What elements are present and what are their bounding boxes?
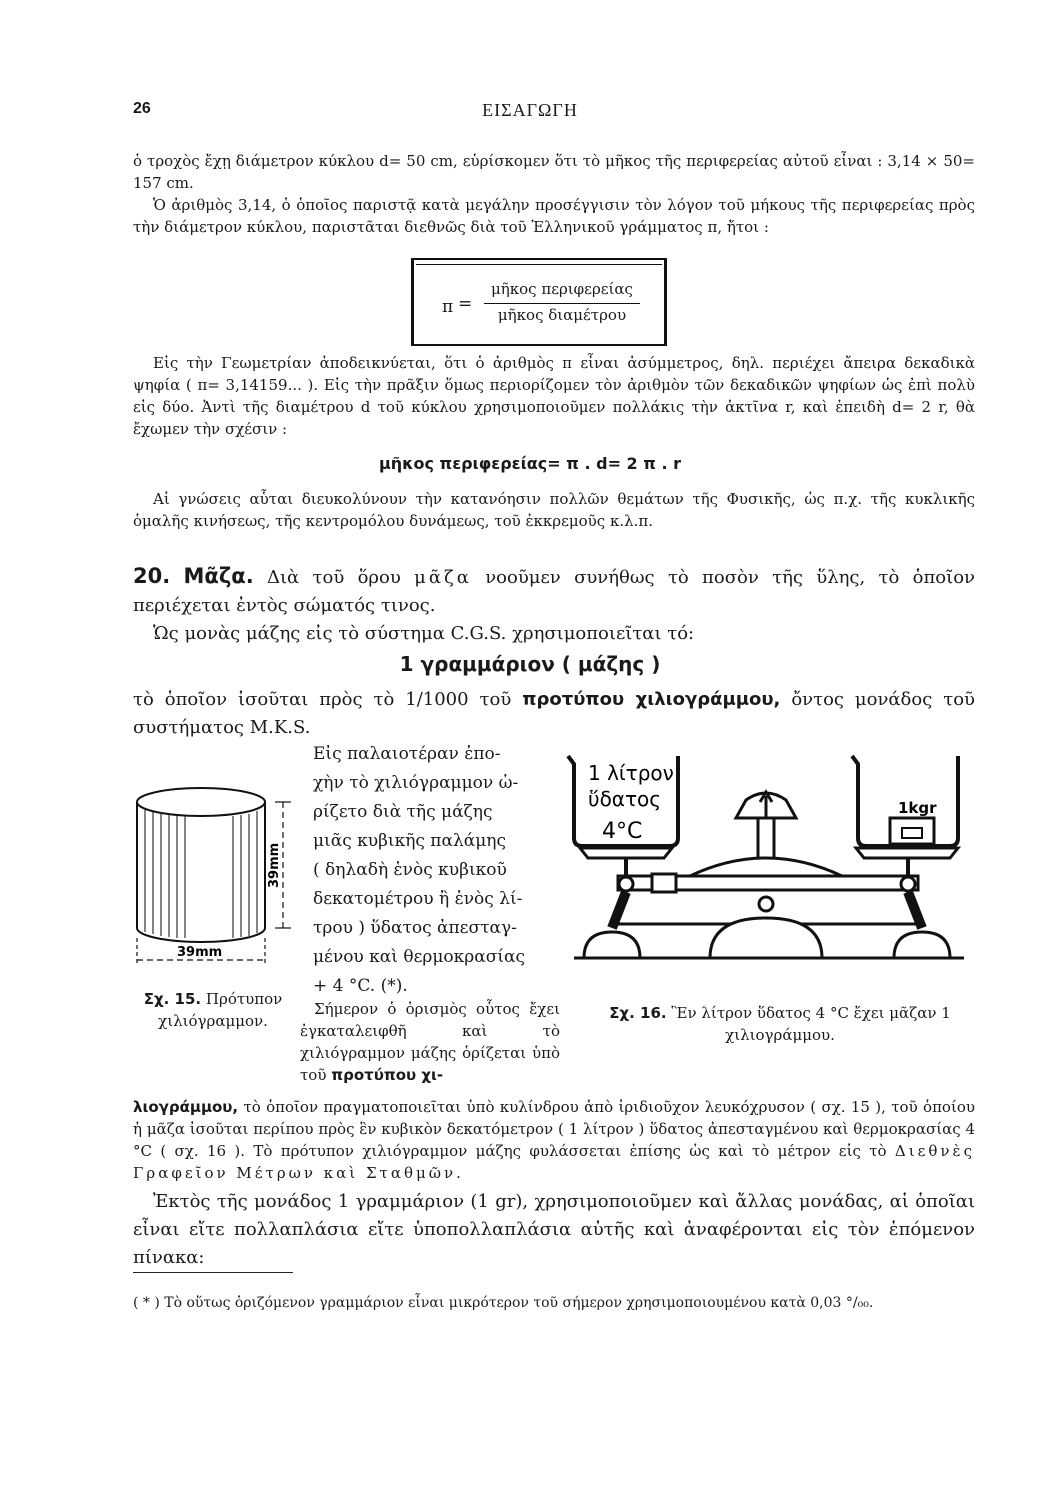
footnote-divider — [133, 1272, 293, 1273]
width-dimension-label: 39mm — [177, 945, 223, 960]
page-header-title: ΕΙΣΑΓΩΓΗ — [482, 100, 578, 120]
beaker-label-water: ὕδατος — [588, 787, 662, 811]
figure-15-caption: Σχ. 15. Πρότυπον χιλιόγραμμον. — [143, 990, 283, 1030]
old-definition-text: Εἰς παλαιοτέραν ἐπο- χὴν τὸ χιλιόγραμμον ὡ- ρίζετο διὰ τῆς μάζης μιᾶς κυβικῆς παλάμης ( δηλαδὴ ἑνὸς κυβικοῦ δεκατομέτρου ἢ ἑνὸς λί- τρου ) ὕδατος ἀπεσταγ- μένου καὶ θερμοκρασίας + 4 °C. (*). — [313, 744, 526, 996]
geometry-paragraph: Εἰς τὴν Γεωμετρίαν ἀποδεικνύεται, ὅτι ὁ ἀριθμὸς π εἶναι ἀσύμμετρος, δηλ. περιέχει ἄπειρα δεκαδικὰ ψηφία ( π= 3,14159... ). Εἰς τὴν πρᾶξιν ὅμως περιορίζομεν τὸν ἀριθμὸν τῶν δεκαδικῶν ψηφίων ὡς ἐπὶ πολὺ εἰς δύο. Ἀντὶ τῆς διαμέτρου d τοῦ κύκλου χρησιμοποιοῦμεν πολλάκις τὴν ἀκτῖνα r, καὶ ἐπειδὴ d= 2 r, θὰ ἔχωμεν τὴν σχέσιν : — [133, 354, 975, 438]
kilogram-relation: τὸ ὁποῖον ἰσοῦται πρὸς τὸ 1/1000 τοῦ προτύπου χιλιογράμμου, ὄντος μονάδος τοῦ συστήματος M.K.S. — [133, 689, 975, 738]
prototype-paragraph: λιογράμμου, τὸ ὁποῖον πραγματοποιεῖται ὑπὸ κυλίνδρου ἀπὸ ἰριδιοῦχον λευκόχρυσον ( σχ. 15 ), τοῦ ὁποίου ἡ μᾶζα ἰσοῦται περίπου πρὸς ἓν κυβικὸν δεκατόμετρον ( 1 λίτρον ) ὕδατος ἀπεσταγμένου καὶ θερμοκρασίας 4 °C ( σχ. 16 ). Τὸ πρότυπον χιλιόγραμμον μάζης φυλάσσεται ἐπίσης ὡς καὶ τὸ μέτρον εἰς τὸ Διεθνὲς Γραφεῖον Μέτρων καὶ Σταθμῶν. — [133, 1098, 975, 1182]
page-number: 26 — [133, 100, 151, 117]
intro-paragraph-1: ὁ τροχὸς ἔχῃ διάμετρον κύκλου d= 50 cm, εὑρίσκομεν ὅτι τὸ μῆκος τῆς περιφερείας αὐτοῦ εἶναι : 3,14 × 50= 157 cm. — [133, 152, 975, 192]
section-number: 20. — [133, 564, 171, 588]
unit-line: Ὡς μονὰς μάζης εἰς τὸ σύστημα C.G.S. χρησιμοποιεῖται τό: — [153, 623, 695, 644]
beaker-label-temp: 4°C — [602, 819, 643, 844]
height-dimension-label: 39mm — [267, 842, 282, 888]
gram-unit-heading: 1 γραμμάριον ( μάζης ) — [399, 652, 661, 676]
beaker-label-liter: 1 λίτρον — [588, 761, 674, 785]
figure-15-cylinder — [133, 770, 298, 980]
book-page: 26 ΕΙΣΑΓΩΓΗ ὁ τροχὸς ἔχῃ διάμετρον κύκλου d= 50 cm, εὑρίσκομεν ὅτι τὸ μῆκος τῆς περιφερείας αὐτοῦ εἶναι : 3,14 × 50= 157 cm. Ὁ ἀριθμὸς 3,14, ὁ ὁποῖος παριστᾷ κατὰ μεγάλην προσέγγισιν τὸν λόγον τοῦ μήκους τῆς περιφερείας πρὸς τὴν διάμετρον κύκλου, παριστᾶται διεθνῶς διὰ τοῦ Ἑλληνικοῦ γράμματος π, ἤτοι : π = μῆκος περιφερείας μῆκος διαμέτρου Εἰς τὴν Γεωμετρίαν ἀποδεικνύεται, ὅτι ὁ ἀριθμὸς π εἶναι ἀσύμμετρος, δηλ. περιέχει ἄπειρα δεκαδικὰ ψηφία ( π= 3,14159... ). Εἰς τὴν πρᾶξιν ὅμως περιορίζομεν τὸν ἀριθμὸν τῶν δεκαδικῶν ψηφίων ὡς ἐπὶ πολὺ εἰς δύο. Ἀντὶ τῆς διαμέτρου d τοῦ κύκλου χρησιμοποιοῦμεν πολλάκις τὴν ἀκτῖνα r, καὶ ἐπειδὴ d= 2 r, θὰ ἔχωμεν τὴν σχέσιν : μῆκος περιφερείας= π . d= 2 π . r Αἱ γνώσεις αὗται διευκολύνουν τὴν κατανόησιν πολλῶν θεμάτων τῆς Φυσικῆς, ὡς π.χ. τῆς κυκλικῆς ὁμαλῆς κινήσεως, τῆς κεντρομόλου δυνάμεως, τοῦ ἐκκρεμοῦς κ.λ.π. 20. Μᾶζα. Διὰ τοῦ ὅρου μᾶζα νοοῦμεν συνήθως τὸ ποσὸν τῆς ὕλης, τὸ ὁποῖον περιέχεται ἐντὸς σώματός τινος. Ὡς μονὰς μάζης εἰς τὸ σύστημα C.G.S. χρησιμοποιεῖται τό: 1 γραμμάριον ( μάζης ) τὸ ὁποῖον ἰσοῦται πρὸς τὸ 1/1000 τοῦ προτύπου χιλιογράμμου, ὄντος μονάδος τοῦ συστήματος M.K.S. 39mm 39mm Εἰς παλαιοτέραν ἐπο- χὴν τὸ χιλιόγραμμον ὡ- ρίζετο διὰ τῆς μάζης μιᾶς κυβικῆς παλάμης ( δηλαδὴ ἑνὸς κυβικοῦ δεκατομέτρου ἢ ἑνὸς λί- τρου ) ὕδατος ἀπεσταγ- μένου καὶ θερμοκρασίας + 4 °C. (*). Σχ. 15. Πρότυπον χιλιόγραμμον. Σήμερον ὁ ὁρισμὸς οὗτος ἔχει ἐγκαταλειφθῆ καὶ τὸ χιλιόγραμμον μάζης ὁρίζεται ὑπὸ τοῦ προτύπου χι- 1 λίτρον ὕδατος 4°C 1kgr Σχ. 16. Ἓν λίτρον ὕδατος 4 °C ἔχει μᾶζαν 1 χιλιογράμμου. λιογράμμου, τὸ ὁποῖον πραγματοποιεῖται ὑπὸ κυλίνδρου ἀπὸ ἰριδιοῦχον λευκόχρυσον ( σχ. 15 ), τοῦ ὁποίου ἡ μᾶζα ἰσοῦται περίπου πρὸς ἓν κυβικὸν δεκατόμετρον ( 1 λίτρον ) ὕδατος ἀπεσταγμένου καὶ θερμοκρασίας 4 °C ( σχ. 16 ). Τὸ πρότυπον χιλιόγραμμον μάζης φυλάσσεται ἐπίσης ὡς καὶ τὸ μέτρον εἰς τὸ Διεθνὲς Γραφεῖον Μέτρων καὶ Σταθμῶν. Ἐκτὸς τῆς μονάδος 1 γραμμάριον (1 gr), χρησιμοποιοῦμεν καὶ ἄλλας μονάδας, αἱ ὁποῖαι εἶναι εἴτε πολλαπλάσια εἴτε ὑποπολλαπλάσια αὐτῆς καὶ ἀναφέρονται εἰς τὸν ἑπόμενον πίνακα: ( * ) Τὸ οὕτως ὁριζόμενον γραμμάριον εἶναι μικρότερον τοῦ σήμερον χρησιμοποιουμένου κατὰ 0,03 °/₀₀. — [0, 0, 1060, 1500]
formula-numerator: μῆκος περιφερείας — [491, 280, 633, 298]
weight-label: 1kgr — [898, 799, 937, 817]
mass-section-intro: 20. Μᾶζα. Διὰ τοῦ ὅρου μᾶζα νοοῦμεν συνήθως τὸ ποσὸν τῆς ὕλης, τὸ ὁποῖον περιέχεται ἐντὸς σώματός τινος. — [133, 564, 975, 616]
pi-symbol: π — [442, 297, 454, 317]
footnote: ( * ) Τὸ οὕτως ὁριζόμενον γραμμάριον εἶναι μικρότερον τοῦ σήμερον χρησιμοποιουμένου κατὰ 0,03 °/₀₀. — [133, 1295, 874, 1311]
figure-16-balance — [560, 748, 980, 998]
figure-16-caption: Σχ. 16. Ἓν λίτρον ὕδατος 4 °C ἔχει μᾶζαν 1 χιλιογράμμου. — [609, 1004, 951, 1044]
mass-term: μᾶζα — [414, 567, 472, 588]
formula-denominator: μῆκος διαμέτρου — [497, 306, 627, 324]
formula-equals: = — [458, 294, 473, 314]
circumference-equation: μῆκος περιφερείας= π . d= 2 π . r — [378, 454, 682, 473]
international-bureau: Διεθνὲς Γραφεῖον Μέτρων καὶ Σταθμῶν. — [133, 1142, 975, 1182]
section-title: Μᾶζα. — [183, 564, 254, 588]
other-units-paragraph: Ἐκτὸς τῆς μονάδος 1 γραμμάριον (1 gr), χρησιμοποιοῦμεν καὶ ἄλλας μονάδας, αἱ ὁποῖαι εἶναι εἴτε πολλαπλάσια εἴτε ὑποπολλαπλάσια αὐτῆς καὶ ἀναφέρονται εἰς τὸν ἑπόμενον πίνακα: — [133, 1191, 975, 1268]
intro-paragraph-2: Ὁ ἀριθμὸς 3,14, ὁ ὁποῖος παριστᾷ κατὰ μεγάλην προσέγγισιν τὸν λόγον τοῦ μήκους τῆς περιφερείας πρὸς τὴν διάμετρον κύκλου, παριστᾶται διεθνῶς διὰ τοῦ Ἑλληνικοῦ γράμματος π, ἤτοι : — [133, 196, 975, 236]
physics-paragraph: Αἱ γνώσεις αὗται διευκολύνουν τὴν κατανόησιν πολλῶν θεμάτων τῆς Φυσικῆς, ὡς π.χ. τῆς κυκλικῆς ὁμαλῆς κινήσεως, τῆς κεντρομόλου δυνάμεως, τοῦ ἐκκρεμοῦς κ.λ.π. — [133, 490, 975, 530]
fraction-line — [484, 303, 640, 304]
